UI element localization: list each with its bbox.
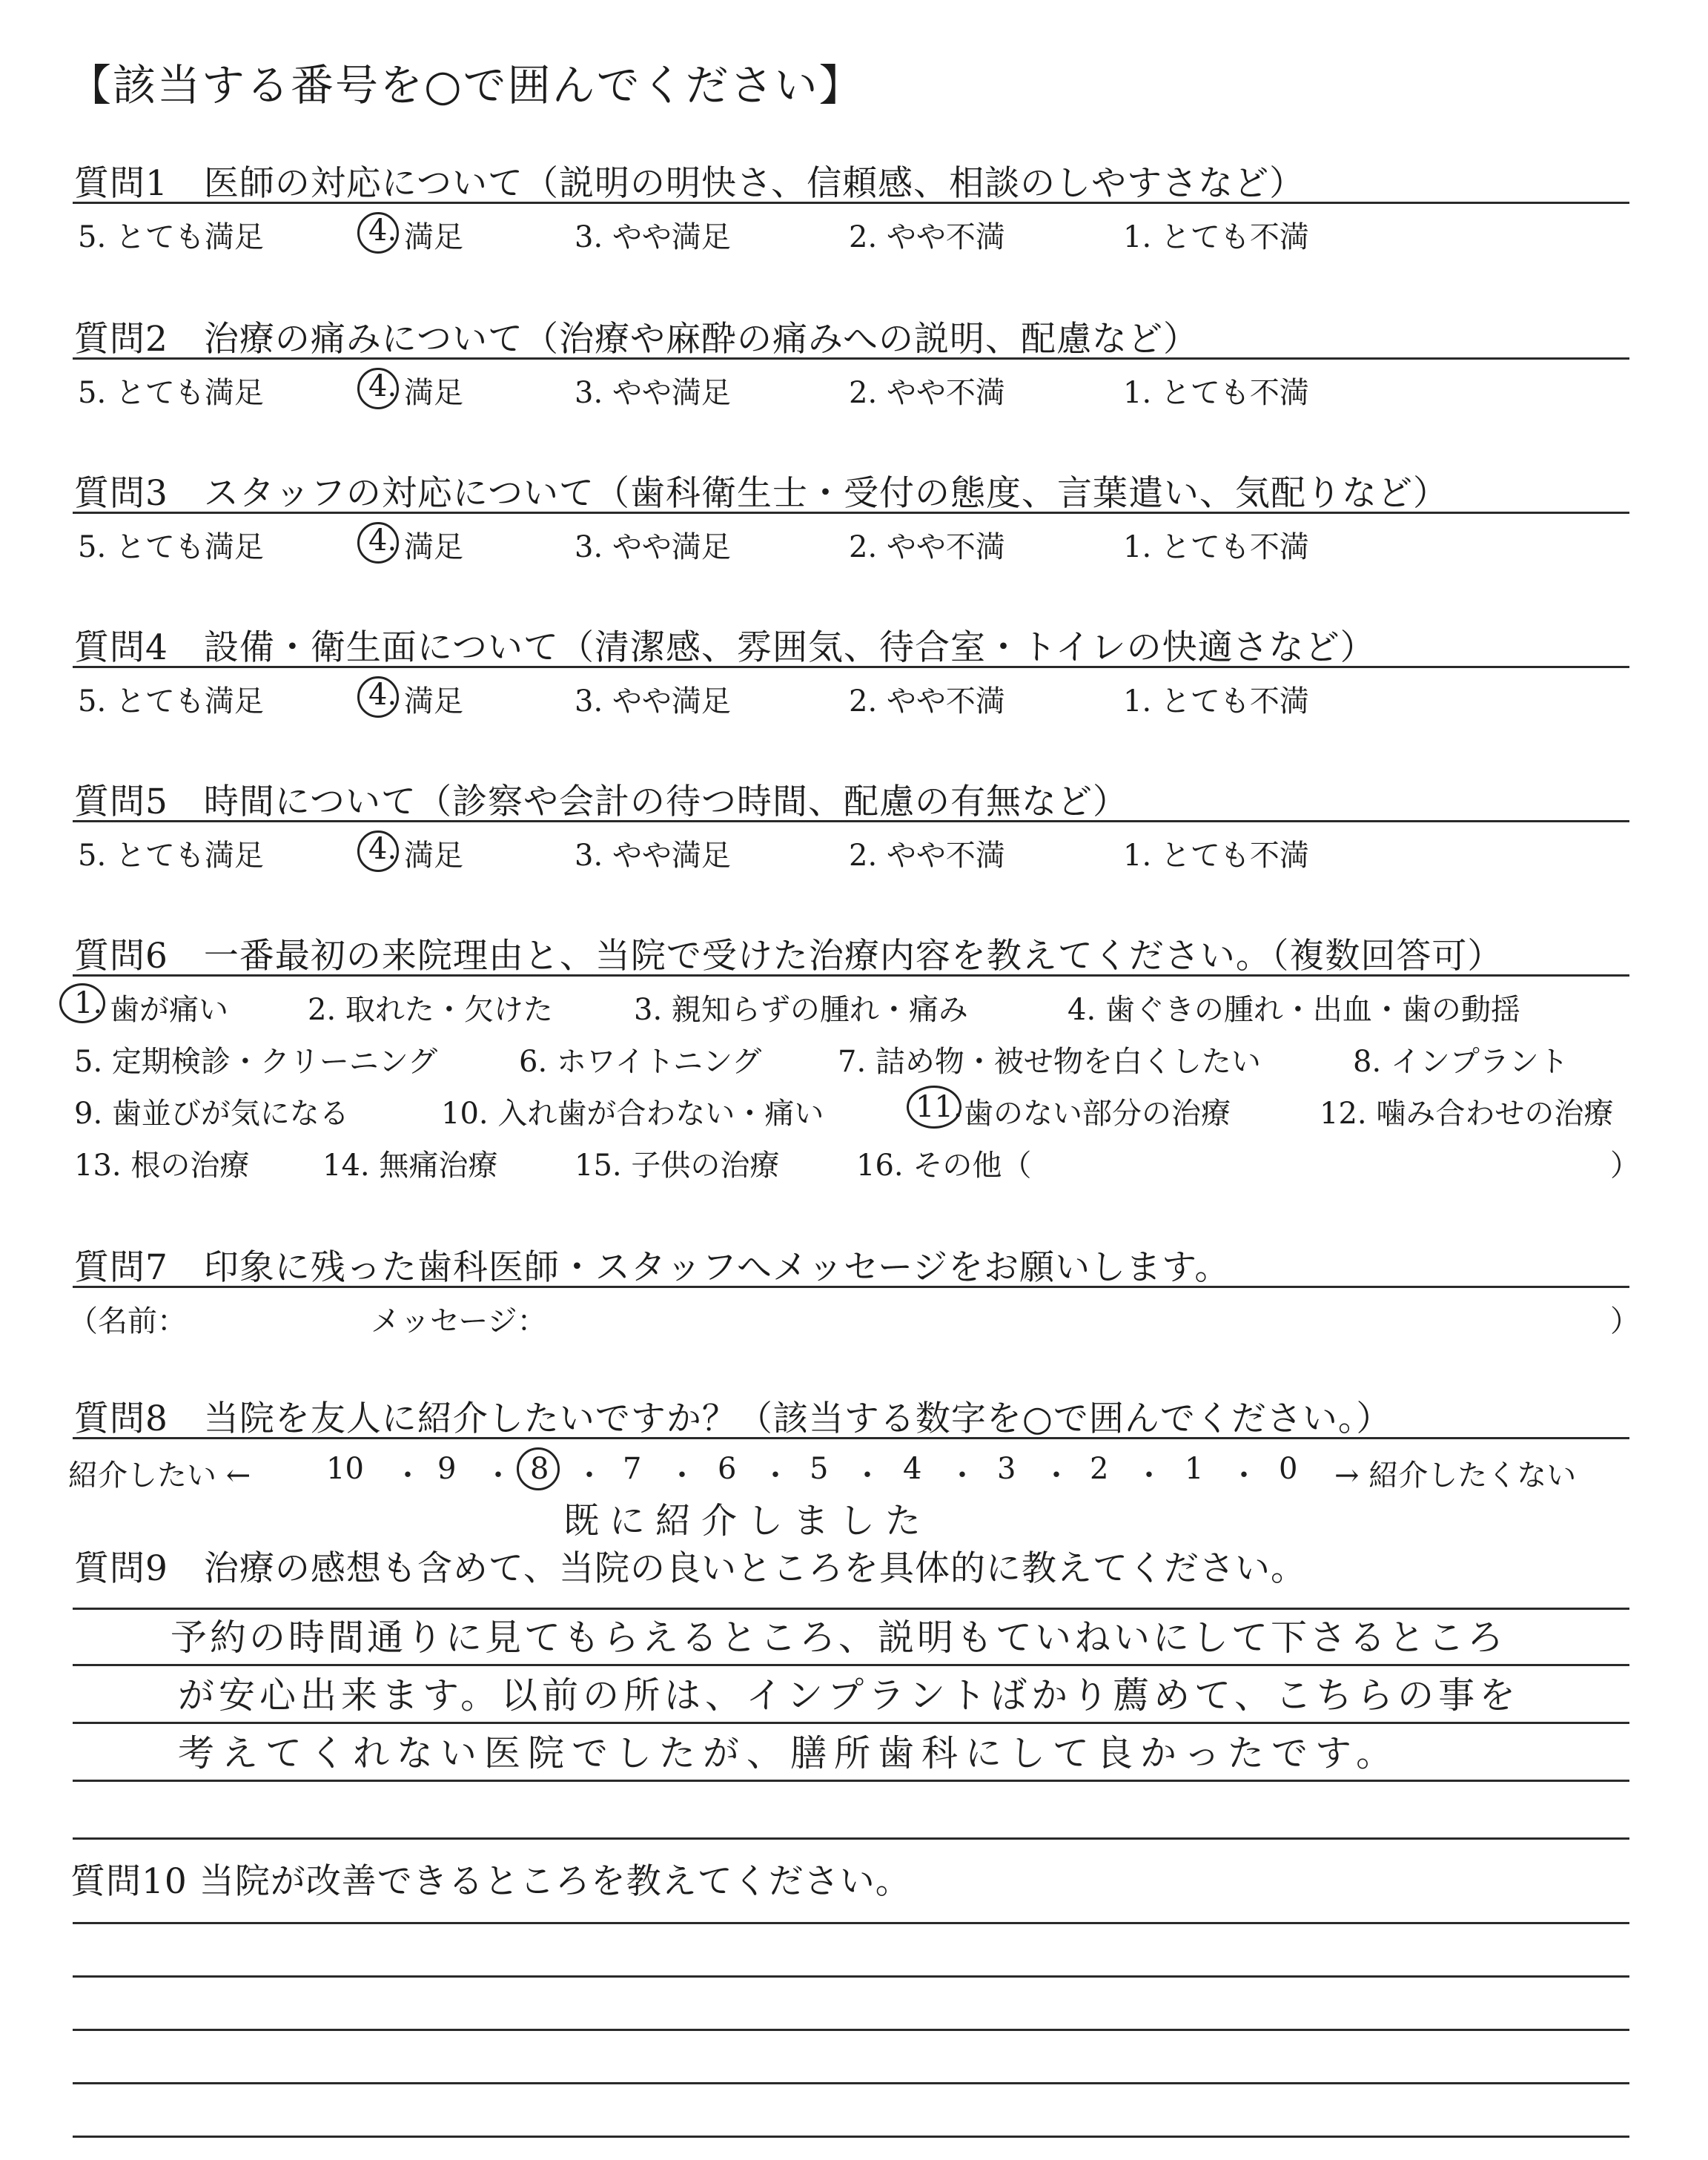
q8-separator: ・	[667, 1459, 697, 1493]
question-4-title: 質問4 設備・衛生面について（清潔感、雰囲気、待合室・トイレの快適さなど）	[74, 627, 1376, 668]
q8-scale-6[interactable]: 6	[718, 1452, 737, 1486]
q3-option-2[interactable]: 2. やや不満	[849, 530, 1005, 564]
question-4-rule	[73, 666, 1629, 668]
q6-option-12[interactable]: 12. 噛み合わせの治療	[1320, 1097, 1614, 1131]
q8-separator: ・	[761, 1459, 790, 1493]
q9-answer-line	[73, 1664, 1629, 1666]
q8-separator: ・	[483, 1459, 513, 1493]
question-2-rule	[73, 357, 1629, 360]
q5-option-4-number[interactable]: 4.	[368, 832, 397, 866]
q4-option-4-number[interactable]: 4.	[368, 678, 397, 712]
q7-close-paren: ）	[1610, 1304, 1640, 1338]
question-3-title: 質問3 スタッフの対応について（歯科衛生士・受付の態度、言葉遣い、気配りなど）	[74, 473, 1449, 514]
q6-option-16[interactable]: 16. その他（	[856, 1149, 1032, 1183]
q8-scale-3[interactable]: 3	[997, 1452, 1016, 1486]
q10-answer-line	[73, 2136, 1629, 2138]
question-6-title: 質問6 一番最初の来院理由と、当院で受けた治療内容を教えてください。（複数回答可）	[74, 936, 1503, 977]
q6-option-2[interactable]: 2. 取れた・欠けた	[308, 993, 553, 1027]
q8-scale-4[interactable]: 4	[903, 1452, 922, 1486]
q6-option-7[interactable]: 7. 詰め物・被せ物を白くしたい	[838, 1045, 1261, 1079]
q2-option-3[interactable]: 3. やや満足	[575, 376, 731, 410]
q10-answer-line	[73, 2029, 1629, 2031]
q3-option-4-number[interactable]: 4.	[368, 524, 397, 558]
q8-separator: ・	[947, 1459, 977, 1493]
q1-option-3[interactable]: 3. やや満足	[575, 220, 731, 254]
q10-answer-line	[73, 1975, 1629, 1978]
q4-option-2[interactable]: 2. やや不満	[849, 684, 1005, 719]
question-5-rule	[73, 820, 1629, 822]
question-9-title: 質問9 治療の感想も含めて、当院の良いところを具体的に教えてください。	[74, 1548, 1306, 1589]
q7-message-label: メッセージ：	[371, 1304, 547, 1338]
q6-option-11-number[interactable]: 11.	[916, 1090, 963, 1124]
q2-option-4-label: 満足	[404, 376, 463, 410]
question-8-rule	[73, 1437, 1629, 1439]
q4-option-4-label: 満足	[404, 684, 463, 719]
question-7-rule	[73, 1286, 1629, 1288]
question-10-title: 質問10 当院が改善できるところを教えてください。	[70, 1861, 911, 1902]
q5-option-5[interactable]: 5. とても満足	[78, 839, 264, 873]
q6-option-6[interactable]: 6. ホワイトニング	[519, 1045, 762, 1079]
q6-option-14[interactable]: 14. 無痛治療	[322, 1149, 498, 1183]
q8-separator: ・	[1229, 1459, 1259, 1493]
q3-option-1[interactable]: 1. とても不満	[1123, 530, 1309, 564]
q8-separator: ・	[1134, 1459, 1164, 1493]
q3-option-4-label: 満足	[404, 530, 463, 564]
q5-option-4-label: 満足	[404, 839, 463, 873]
q5-option-1[interactable]: 1. とても不満	[1123, 839, 1309, 873]
q6-option-5[interactable]: 5. 定期検診・クリーニング	[74, 1045, 438, 1079]
q9-handwritten-line-1: 予約の時間通りに見てもらえるところ、説明もていねいにして下さるところ	[171, 1616, 1507, 1659]
q8-scale-8[interactable]: 8	[530, 1452, 549, 1486]
q8-scale-1[interactable]: 1	[1185, 1452, 1204, 1486]
q9-answer-line	[73, 1722, 1629, 1724]
question-8-title: 質問8 当院を友人に紹介したいですか？（該当する数字を○で囲んでください。）	[74, 1398, 1392, 1439]
q2-option-4-number[interactable]: 4.	[368, 369, 397, 403]
q9-handwritten-line-3: 考えてくれない医院でしたが、膳所歯科にして良かったです。	[178, 1732, 1400, 1774]
q8-handwritten-note: 既に紹介しました	[563, 1500, 932, 1542]
q5-option-3[interactable]: 3. やや満足	[575, 839, 731, 873]
q6-option-1-number[interactable]: 1.	[74, 986, 103, 1020]
q6-option-15[interactable]: 15. 子供の治療	[575, 1149, 780, 1183]
q6-option-13[interactable]: 13. 根の治療	[74, 1149, 250, 1183]
q6-option-10[interactable]: 10. 入れ歯が合わない・痛い	[441, 1097, 824, 1131]
q6-option-3[interactable]: 3. 親知らずの腫れ・痛み	[634, 993, 968, 1027]
q2-option-1[interactable]: 1. とても不満	[1123, 376, 1309, 410]
q6-option-9[interactable]: 9. 歯並びが気になる	[74, 1097, 349, 1131]
question-1-rule	[73, 202, 1629, 204]
q10-answer-line	[73, 1922, 1629, 1924]
q4-option-3[interactable]: 3. やや満足	[575, 684, 731, 719]
q3-option-3[interactable]: 3. やや満足	[575, 530, 731, 564]
q8-scale-5[interactable]: 5	[810, 1452, 829, 1486]
q9-answer-line	[73, 1837, 1629, 1840]
q5-option-2[interactable]: 2. やや不満	[849, 839, 1005, 873]
question-5-title: 質問5 時間について（診察や会計の待つ時間、配慮の有無など）	[74, 782, 1128, 822]
q8-scale-0[interactable]: 0	[1279, 1452, 1298, 1486]
q4-option-1[interactable]: 1. とても不満	[1123, 684, 1309, 719]
q8-separator: ・	[575, 1459, 604, 1493]
question-6-rule	[73, 974, 1629, 977]
q9-answer-line	[73, 1780, 1629, 1782]
q8-separator: ・	[1042, 1459, 1071, 1493]
q7-name-label: （名前：	[68, 1304, 187, 1338]
q2-option-2[interactable]: 2. やや不満	[849, 376, 1005, 410]
q8-right-label: → 紹介したくない	[1334, 1459, 1577, 1493]
q8-separator: ・	[393, 1459, 423, 1493]
question-2-title: 質問2 治療の痛みについて（治療や麻酔の痛みへの説明、配慮など）	[74, 319, 1199, 360]
q6-option-4[interactable]: 4. 歯ぐきの腫れ・出血・歯の動揺	[1068, 993, 1520, 1027]
q1-option-2[interactable]: 2. やや不満	[849, 220, 1005, 254]
q3-option-5[interactable]: 5. とても満足	[78, 530, 264, 564]
q1-option-4-number[interactable]: 4.	[368, 214, 397, 248]
question-1-title: 質問1 医師の対応について（説明の明快さ、信頼感、相談のしやすさなど）	[74, 163, 1305, 204]
q1-option-4-label: 満足	[404, 220, 463, 254]
q9-handwritten-line-2: が安心出来ます。以前の所は、インプラントばかり薦めて、こちらの事を	[178, 1674, 1520, 1717]
q6-option-16-close: ）	[1610, 1149, 1640, 1183]
q8-scale-2[interactable]: 2	[1090, 1452, 1109, 1486]
question-3-rule	[73, 512, 1629, 514]
q8-scale-10[interactable]: 10	[326, 1452, 364, 1486]
q8-separator: ・	[853, 1459, 882, 1493]
q8-left-label: 紹介したい ←	[68, 1459, 251, 1493]
q6-option-8[interactable]: 8. インプラント	[1353, 1045, 1569, 1079]
q1-option-5[interactable]: 5. とても満足	[78, 220, 264, 254]
q6-option-1-label: 歯が痛い	[110, 993, 228, 1027]
q2-option-5[interactable]: 5. とても満足	[78, 376, 264, 410]
question-7-title: 質問7 印象に残った歯科医師・スタッフへメッセージをお願いします。	[74, 1247, 1231, 1288]
form-heading: 【該当する番号を○で囲んでください】	[68, 60, 864, 110]
q4-option-5[interactable]: 5. とても満足	[78, 684, 264, 719]
q1-option-1[interactable]: 1. とても不満	[1123, 220, 1309, 254]
q6-option-11-label: 歯のない部分の治療	[964, 1097, 1231, 1131]
q10-answer-line	[73, 2082, 1629, 2084]
q8-scale-9[interactable]: 9	[437, 1452, 457, 1486]
q8-scale-7[interactable]: 7	[623, 1452, 642, 1486]
